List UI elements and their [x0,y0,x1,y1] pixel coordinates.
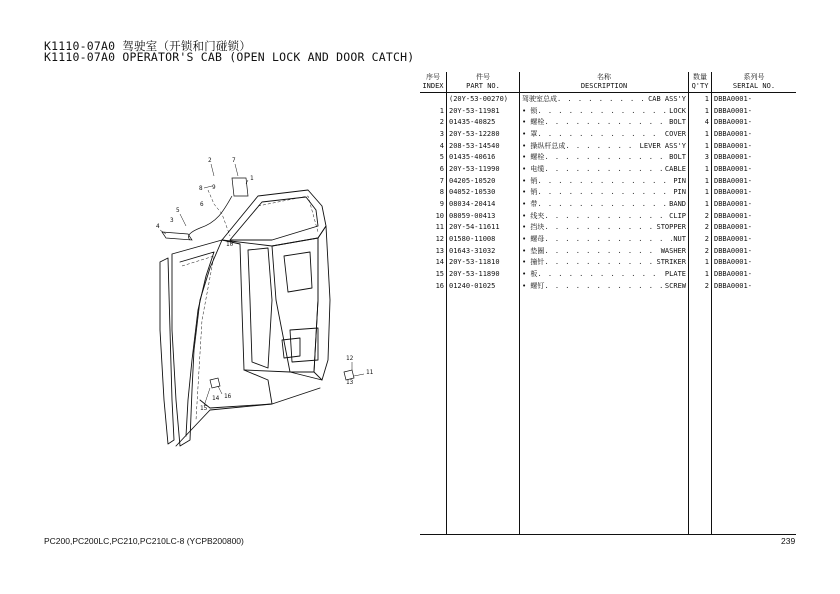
cell-serial-no: DBBA0001- [714,94,752,103]
cell-quantity: 2 [689,245,712,257]
cab-roof-outline [222,190,326,246]
cell-serial-no: DBBA0001- [714,176,752,185]
column-header-description: 名称 DESCRIPTION [520,72,689,93]
table-row [420,210,796,222]
cell-serial-no: DBBA0001- [714,153,752,162]
cell-serial-no: DBBA0001- [714,281,752,290]
cell-index: 9 [420,198,447,210]
table-row [420,116,796,128]
description-chinese: • 操纵杆总成 [522,141,566,150]
leader-dots [544,118,668,126]
leader-line [354,374,364,376]
leader-dots [537,177,672,185]
leader-dots [544,282,663,290]
cell-part-no: 20Y-53-12280 [447,128,520,140]
cell-index: 12 [420,233,447,245]
description-chinese: • 罩 [522,129,538,138]
description-english: BOLT [669,153,686,162]
description-english: PIN [673,176,686,185]
diagram-callout: 9 [212,184,216,191]
cell-description [520,93,689,105]
page-title-chinese: K1110-07A0 驾驶室（开锁和门碰锁） [44,39,252,53]
column-header-quantity: 数量 Q'TY [689,72,712,93]
description-english: LOCK [669,106,686,115]
leader-dots [544,223,655,231]
cell-part-no: 04205-10520 [447,175,520,187]
cell-description [520,151,689,163]
cell-index: 10 [420,210,447,222]
cell-quantity: 1 [689,257,712,269]
table-row [420,222,796,234]
column-header-index: 序号 INDEX [420,72,447,93]
description-chinese: • 撞针 [522,258,545,267]
leader-dots [537,130,663,138]
description-chinese: • 螺母 [522,235,545,244]
cell-index: 8 [420,187,447,199]
cell-serial-no: DBBA0001- [714,118,752,127]
cell-quantity: 1 [689,105,712,117]
cab-dashed-glass-front [182,256,214,420]
cell-part-no: 08059-00413 [447,210,520,222]
table-row [420,233,796,245]
cell-part-no: 01240-01025 [447,280,520,292]
diagram-callout: 8 [199,185,203,192]
leader-line [204,186,212,188]
cab-rear-window-strip [284,252,312,292]
cell-description [520,198,689,210]
table-row [420,257,796,269]
description-english: WASHER [660,246,686,255]
cell-quantity: 4 [689,116,712,128]
description-chinese: • 螺栓 [522,118,545,127]
table-row [420,163,796,175]
cell-part-no: 01435-40825 [447,116,520,128]
cell-quantity: 2 [689,222,712,234]
leader-dots [537,270,663,278]
diagram-callout: 5 [176,207,180,214]
leader-dots [537,188,672,196]
cell-index: 1 [420,105,447,117]
cell-index: 5 [420,151,447,163]
cell-part-no: 208-53-14540 [447,140,520,152]
cell-index: 3 [420,128,447,140]
cell-part-no: 08034-20414 [447,198,520,210]
cable-shape [188,196,232,240]
cab-door-window [248,248,272,368]
cell-serial-no: DBBA0001- [714,235,752,244]
description-english: CLIP [669,211,686,220]
cell-description [520,222,689,234]
cell-quantity: 2 [689,233,712,245]
description-english: CABLE [664,164,686,173]
cell-serial-no: DBBA0001- [714,141,752,150]
leader-line [218,386,222,394]
description-english: CAB ASS'Y [648,94,686,103]
cell-part-no: 20Y-54-11611 [447,222,520,234]
cell-quantity: 1 [689,198,712,210]
leader-dots [557,95,647,103]
cell-quantity: 2 [689,280,712,292]
table-row [420,105,796,117]
description-english: STOPPER [656,223,686,232]
cab-exploded-diagram [150,150,390,460]
lever-assembly-shape [162,232,192,240]
description-chinese: • 线夹 [522,211,545,220]
column-header-part-no: 件号 PART NO. [447,72,520,93]
footer-model-list: PC200,PC200LC,PC210,PC210LC-8 (YCPB200800) [44,536,244,546]
page-number: 239 [781,536,796,546]
cell-index: 14 [420,257,447,269]
description-english: COVER [664,129,686,138]
cell-description [520,128,689,140]
leader-line [204,388,210,406]
cell-serial-no: DBBA0001- [714,129,752,138]
description-english: BOLT [669,118,686,127]
diagram-callout: 16 [224,393,232,400]
cell-quantity: 3 [689,151,712,163]
cell-description [520,280,689,292]
description-chinese: • 带 [522,200,538,209]
leader-dots [544,165,663,173]
cell-part-no: 01643-31032 [447,245,520,257]
cell-serial-no: DBBA0001- [714,188,752,197]
cell-index: 11 [420,222,447,234]
cell-index: 15 [420,268,447,280]
description-english: PLATE [664,270,686,279]
leader-line [235,164,238,176]
leader-dots [544,235,672,243]
description-chinese: • 垫圈 [522,246,545,255]
cell-description [520,163,689,175]
diagram-callout: 7 [232,157,236,164]
diagram-callout: 3 [170,217,174,224]
cell-serial-no: DBBA0001- [714,211,752,220]
description-chinese: • 挡块 [522,223,545,232]
table-bottom-rule [420,534,796,535]
cab-rear-pillar [314,226,330,380]
table-row [420,140,796,152]
description-chinese: • 销 [522,176,538,185]
cell-description [520,187,689,199]
leader-line [211,164,214,176]
description-chinese: • 螺钉 [522,281,545,290]
lock-assembly-shape [232,178,248,196]
description-english: SCREW [664,281,686,290]
cab-front-frame [172,240,222,446]
cell-index: 6 [420,163,447,175]
diagram-callout: 10 [226,241,234,248]
table-row [420,175,796,187]
cell-description [520,210,689,222]
leader-dots [544,258,655,266]
cell-index: 13 [420,245,447,257]
cell-quantity: 1 [689,128,712,140]
description-english: NUT [673,235,686,244]
cab-roof-inner [230,197,318,240]
cell-index: 4 [420,140,447,152]
cell-description [520,268,689,280]
diagram-callout: 14 [212,395,220,402]
table-row [420,187,796,199]
cell-quantity: 1 [689,187,712,199]
diagram-callout: 15 [200,405,208,412]
cell-description [520,105,689,117]
cell-part-no: 04052-10530 [447,187,520,199]
description-chinese: • 锁 [522,106,538,115]
leader-dots [544,247,659,255]
diagram-callout: 13 [346,379,354,386]
cell-quantity: 1 [689,140,712,152]
cell-part-no: 20Y-53-11890 [447,268,520,280]
cell-serial-no: DBBA0001- [714,106,752,115]
cell-serial-no: DBBA0001- [714,270,752,279]
diagram-callout: 2 [208,157,212,164]
cell-part-no: 20Y-53-11810 [447,257,520,269]
cable-route-line [208,190,230,236]
table-row [420,198,796,210]
diagram-callout: 1 [250,175,254,182]
table-row [420,268,796,280]
description-english: BAND [669,200,686,209]
cell-serial-no: DBBA0001- [714,223,752,232]
cell-quantity: 1 [689,175,712,187]
cell-quantity: 1 [689,93,712,105]
cell-index: 2 [420,116,447,128]
cell-serial-no: DBBA0001- [714,258,752,267]
description-english: LEVER ASS'Y [639,141,686,150]
description-chinese: • 电缆 [522,164,545,173]
leader-line [180,214,186,226]
cell-part-no: 01580-11008 [447,233,520,245]
cell-part-no: (20Y-53-00270) [447,93,520,105]
cell-description [520,140,689,152]
description-chinese: • 螺栓 [522,153,545,162]
description-english: STRIKER [656,258,686,267]
table-row [420,93,796,105]
cell-quantity: 1 [689,163,712,175]
cell-description [520,245,689,257]
column-header-serial-no: 系列号 SERIAL NO. [712,72,797,93]
cab-front-frame-inner [180,252,214,436]
leader-dots [537,200,668,208]
table-row [420,128,796,140]
description-chinese: • 板 [522,270,538,279]
diagram-callout: 12 [346,355,354,362]
cell-serial-no: DBBA0001- [714,246,752,255]
leader-dots [537,107,668,115]
cab-rear-panel [272,238,318,372]
page-title-english: K1110-07A0 OPERATOR'S CAB (OPEN LOCK AND DOOR CATCH) [44,50,415,64]
cell-serial-no: DBBA0001- [714,164,752,173]
cell-description [520,257,689,269]
diagram-callout: 11 [366,369,374,376]
description-chinese: • 销 [522,188,538,197]
cell-quantity: 2 [689,210,712,222]
description-chinese: 驾驶室总成 [522,94,557,103]
table-row [420,245,796,257]
cell-description [520,175,689,187]
cell-quantity: 1 [689,268,712,280]
cell-index: 16 [420,280,447,292]
table-filler-row [420,292,796,534]
cell-part-no: 20Y-53-11990 [447,163,520,175]
cell-description [520,116,689,128]
cell-part-no: 01435-40616 [447,151,520,163]
table-header-row [420,72,796,93]
description-english: PIN [673,188,686,197]
leader-dots [544,212,668,220]
diagram-callout: 4 [156,223,160,230]
parts-table [420,72,796,534]
table-row [420,280,796,292]
cell-index [420,93,447,105]
table-row [420,151,796,163]
diagram-callout: 6 [200,201,204,208]
cell-description [520,233,689,245]
leader-dots [544,153,668,161]
cell-index: 7 [420,175,447,187]
cell-serial-no: DBBA0001- [714,200,752,209]
cell-part-no: 20Y-53-11981 [447,105,520,117]
leader-dots [565,142,638,150]
